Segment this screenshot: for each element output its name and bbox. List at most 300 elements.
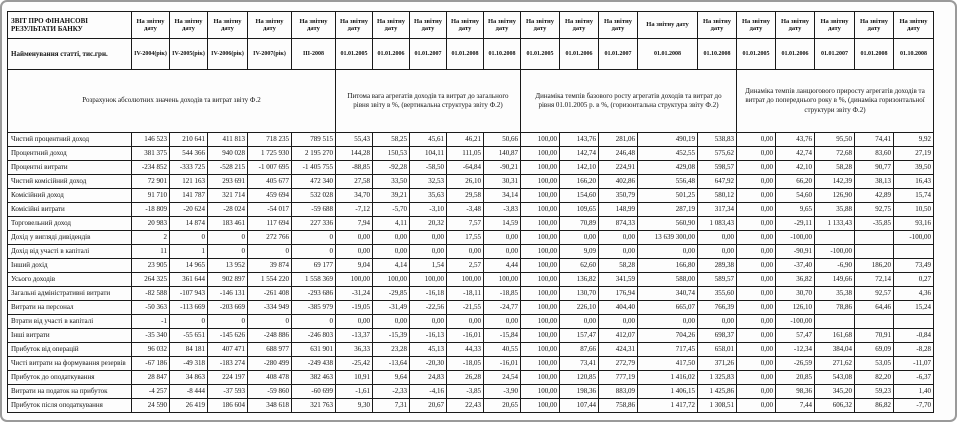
period-header: 01.10.2008 [698, 39, 737, 70]
value-cell: -37 593 [208, 385, 248, 399]
value-cell: 1 425,86 [698, 385, 737, 399]
value-cell: 42,74 [776, 147, 815, 161]
date-header: На звітну дату [737, 12, 776, 39]
value-cell: 0,00 [484, 245, 521, 259]
value-cell: 39,50 [894, 161, 934, 175]
value-cell: 224 197 [208, 371, 248, 385]
value-cell: 144,28 [336, 147, 373, 161]
value-cell: -54 017 [248, 203, 292, 217]
date-header: На звітну дату [132, 12, 170, 39]
table-row [8, 189, 934, 203]
value-cell: 0,00 [737, 203, 776, 217]
value-cell: 20 983 [132, 217, 170, 231]
table-row [8, 315, 934, 329]
value-cell: -67 186 [132, 357, 170, 371]
value-cell: -90,91 [776, 245, 815, 259]
date-header: На звітну дату [484, 12, 521, 39]
value-cell: 1,40 [894, 385, 934, 399]
row-label: Дохід від участі в капіталі [8, 245, 132, 259]
value-cell: 1 406,15 [638, 385, 698, 399]
value-cell: -58,50 [410, 161, 447, 175]
value-cell: 598,57 [698, 161, 737, 175]
value-cell: -3,85 [447, 385, 484, 399]
value-cell: 459 694 [248, 189, 292, 203]
value-cell: 34 863 [170, 371, 208, 385]
value-cell: 148,99 [599, 203, 638, 217]
row-label: Втрати від участі в капіталі [8, 315, 132, 329]
value-cell: 4,11 [373, 217, 410, 231]
period-header: IV-2005(рік) [170, 39, 208, 70]
value-cell: 317,34 [698, 203, 737, 217]
value-cell: 4,14 [373, 259, 410, 273]
value-cell: -16,18 [410, 287, 447, 301]
value-cell: 0,00 [336, 315, 373, 329]
value-cell: 100,00 [521, 371, 560, 385]
value-cell: -7,12 [336, 203, 373, 217]
value-cell: 100,00 [521, 245, 560, 259]
value-cell: 17,55 [447, 231, 484, 245]
value-cell: 126,90 [815, 189, 855, 203]
value-cell: 100,00 [521, 133, 560, 147]
value-cell [894, 315, 934, 329]
value-cell: 30,70 [776, 287, 815, 301]
value-cell: 24,83 [410, 371, 447, 385]
value-cell: 501,25 [638, 189, 698, 203]
value-cell: 402,86 [599, 175, 638, 189]
value-cell: 0,00 [410, 231, 447, 245]
value-cell: 0,00 [599, 245, 638, 259]
value-cell: -59 688 [292, 203, 336, 217]
row-label: Інший дохід [8, 259, 132, 273]
group-header-row [8, 70, 934, 133]
table-row [8, 273, 934, 287]
value-cell: 10,91 [336, 371, 373, 385]
value-cell: 293 691 [208, 175, 248, 189]
value-cell: -82 588 [132, 287, 170, 301]
value-cell: -31,24 [336, 287, 373, 301]
value-cell: 883,09 [599, 385, 638, 399]
date-header: На звітну дату [447, 12, 484, 39]
value-cell: 100,00 [521, 175, 560, 189]
value-cell: -334 949 [248, 301, 292, 315]
value-cell: -24,77 [484, 301, 521, 315]
value-cell: 0,00 [373, 231, 410, 245]
table-row [8, 357, 934, 371]
value-cell: -203 669 [208, 301, 248, 315]
value-cell: -280 499 [248, 357, 292, 371]
value-cell: -25,42 [336, 357, 373, 371]
group-header: Динаміка темпів ланцюгового приросту агрегатів доходів та витрат до попереднього року в %, (динаміка горизонтальної структури звіту Ф.2) [737, 70, 934, 133]
value-cell: 40,55 [484, 343, 521, 357]
value-cell: 287,19 [638, 203, 698, 217]
value-cell: 1 554 220 [248, 273, 292, 287]
group-header: Питома вага агрегатів доходів та витрат до загального рівня звіту в %, (вертикальна структура звіту Ф.2) [336, 70, 521, 133]
value-cell: 0,00 [737, 133, 776, 147]
value-cell: 355,60 [698, 287, 737, 301]
name-column-header: Найменування статті, тис.грн. [8, 39, 132, 70]
period-header-row [8, 39, 934, 70]
value-cell: -1,61 [336, 385, 373, 399]
row-label: Витрати на персонал [8, 301, 132, 315]
period-header: 01.01.2007 [599, 39, 638, 70]
value-cell: 0,00 [410, 315, 447, 329]
row-label: Прибуток від операцій [8, 343, 132, 357]
value-cell: -18 809 [132, 203, 170, 217]
date-header: На звітну дату [248, 12, 292, 39]
date-header: На звітну дату [336, 12, 373, 39]
value-cell: 109,65 [560, 203, 599, 217]
table-row [8, 203, 934, 217]
value-cell: 45,13 [410, 343, 447, 357]
value-cell: 26,28 [447, 371, 484, 385]
value-cell: 39 874 [248, 259, 292, 273]
table-row [8, 161, 934, 175]
value-cell: 13 952 [208, 259, 248, 273]
date-header: На звітну дату [776, 12, 815, 39]
value-cell: 100,00 [521, 385, 560, 399]
value-cell: 227 336 [292, 217, 336, 231]
date-header: На звітну дату [855, 12, 894, 39]
value-cell: 157,47 [560, 329, 599, 343]
value-cell: 0,00 [737, 259, 776, 273]
value-cell: 0,00 [737, 385, 776, 399]
value-cell: -1 007 695 [248, 161, 292, 175]
value-cell: 452,55 [638, 147, 698, 161]
value-cell: 408 478 [248, 371, 292, 385]
period-header: 01.01.2005 [737, 39, 776, 70]
period-header: IV-2006(рік) [208, 39, 248, 70]
value-cell: 1 558 369 [292, 273, 336, 287]
value-cell: 0,00 [484, 231, 521, 245]
value-cell: -6,37 [894, 371, 934, 385]
value-cell: 73,49 [894, 259, 934, 273]
value-cell: -1 [132, 315, 170, 329]
value-cell: 100,00 [484, 273, 521, 287]
value-cell: 72,68 [815, 147, 855, 161]
value-cell: 34,14 [484, 189, 521, 203]
value-cell: 0,00 [638, 245, 698, 259]
value-cell: 70,89 [560, 217, 599, 231]
value-cell: 226,10 [560, 301, 599, 315]
value-cell: 405 677 [248, 175, 292, 189]
value-cell: 183 461 [208, 217, 248, 231]
value-cell: 0,00 [737, 245, 776, 259]
value-cell: 0,00 [336, 231, 373, 245]
value-cell: -18,11 [447, 287, 484, 301]
value-cell: 100,00 [447, 273, 484, 287]
value-cell: 86,82 [855, 399, 894, 413]
value-cell: 717,45 [638, 343, 698, 357]
row-label: Комісійні витрати [8, 203, 132, 217]
value-cell: 0,00 [698, 231, 737, 245]
value-cell: 0 [170, 231, 208, 245]
value-cell: 341,59 [599, 273, 638, 287]
value-cell: 789 515 [292, 133, 336, 147]
value-cell: 35,63 [410, 189, 447, 203]
date-header: На звітну дату [208, 12, 248, 39]
value-cell: -50 363 [132, 301, 170, 315]
table-row [8, 371, 934, 385]
value-cell: 100,00 [373, 273, 410, 287]
row-label: Комісійний доход [8, 189, 132, 203]
value-cell: 0 [170, 315, 208, 329]
value-cell: 84 181 [170, 343, 208, 357]
value-cell: -1 405 755 [292, 161, 336, 175]
value-cell: 0,00 [336, 245, 373, 259]
value-cell: 20,32 [410, 217, 447, 231]
table-row [8, 217, 934, 231]
value-cell: 0,00 [698, 245, 737, 259]
value-cell: 0,00 [737, 147, 776, 161]
value-cell: 121 163 [170, 175, 208, 189]
value-cell: 117 694 [248, 217, 292, 231]
value-cell: 14,59 [484, 217, 521, 231]
value-cell: 100,00 [521, 217, 560, 231]
value-cell: 111,05 [447, 147, 484, 161]
value-cell: 26 419 [170, 399, 208, 413]
value-cell: 100,00 [521, 189, 560, 203]
value-cell: 665,07 [638, 301, 698, 315]
date-header-row [8, 12, 934, 39]
value-cell: 100,00 [521, 329, 560, 343]
value-cell: -15,84 [484, 329, 521, 343]
value-cell: 186,20 [855, 259, 894, 273]
value-cell: 22,43 [447, 399, 484, 413]
value-cell: 46,21 [447, 133, 484, 147]
value-cell: -113 669 [170, 301, 208, 315]
value-cell: -3,83 [484, 203, 521, 217]
value-cell: 100,00 [521, 301, 560, 315]
value-cell: 83,60 [855, 147, 894, 161]
row-label: Загальні адміністративні витрати [8, 287, 132, 301]
value-cell [815, 315, 855, 329]
value-cell: 44,33 [447, 343, 484, 357]
value-cell: -92,28 [373, 161, 410, 175]
value-cell: 490,19 [638, 133, 698, 147]
value-cell: -8,28 [894, 343, 934, 357]
value-cell: 1 133,43 [815, 217, 855, 231]
value-cell: -64,84 [447, 161, 484, 175]
value-cell: -100,00 [776, 231, 815, 245]
value-cell: 39,21 [373, 189, 410, 203]
value-cell: 57,47 [776, 329, 815, 343]
value-cell: -100,00 [815, 245, 855, 259]
value-cell: -21,55 [447, 301, 484, 315]
row-label: Усього доходів [8, 273, 132, 287]
value-cell: 1 725 930 [248, 147, 292, 161]
value-cell: 58,28 [815, 161, 855, 175]
row-label: Витрати на податок на прибуток [8, 385, 132, 399]
value-cell: 64,46 [855, 301, 894, 315]
value-cell: 23,28 [373, 343, 410, 357]
value-cell: 149,66 [815, 273, 855, 287]
value-cell: 2 [132, 231, 170, 245]
value-cell: 0,00 [599, 231, 638, 245]
value-cell: 45,61 [410, 133, 447, 147]
value-cell: -88,85 [336, 161, 373, 175]
value-cell: 0,00 [373, 245, 410, 259]
value-cell: 33,50 [373, 175, 410, 189]
value-cell: 411 813 [208, 133, 248, 147]
value-cell: 0,00 [737, 217, 776, 231]
value-cell: 35,88 [815, 203, 855, 217]
value-cell: -2,33 [373, 385, 410, 399]
value-cell: -16,13 [410, 329, 447, 343]
value-cell: 631 901 [292, 343, 336, 357]
value-cell: 1,54 [410, 259, 447, 273]
value-cell: 940 028 [208, 147, 248, 161]
row-label: Чистий комісійний доход [8, 175, 132, 189]
value-cell: -293 686 [292, 287, 336, 301]
value-cell: 289,38 [698, 259, 737, 273]
value-cell: 91 710 [132, 189, 170, 203]
value-cell: -145 626 [208, 329, 248, 343]
value-cell: 348 618 [248, 399, 292, 413]
value-cell: 100,00 [521, 287, 560, 301]
value-cell: 361 644 [170, 273, 208, 287]
value-cell: 0 [248, 315, 292, 329]
value-cell: 2 195 270 [292, 147, 336, 161]
value-cell: -4,16 [410, 385, 447, 399]
value-cell: 62,60 [560, 259, 599, 273]
value-cell: 140,87 [484, 147, 521, 161]
value-cell: 36,33 [336, 343, 373, 357]
value-cell: -15,39 [373, 329, 410, 343]
row-label: Прибуток до оподаткування [8, 371, 132, 385]
value-cell: 0,00 [599, 315, 638, 329]
value-cell: 606,32 [815, 399, 855, 413]
value-cell: 100,00 [521, 259, 560, 273]
value-cell: 0 [208, 231, 248, 245]
value-cell: -16,01 [447, 329, 484, 343]
value-cell: 55,43 [336, 133, 373, 147]
value-cell: 10,50 [894, 203, 934, 217]
value-cell: 92,75 [855, 203, 894, 217]
value-cell: 2,57 [447, 259, 484, 273]
value-cell: 1 083,43 [698, 217, 737, 231]
value-cell: -3,90 [484, 385, 521, 399]
value-cell: 15,74 [894, 189, 934, 203]
value-cell: 1 [170, 245, 208, 259]
value-cell: 0,00 [638, 315, 698, 329]
table-row [8, 259, 934, 273]
period-header: 01.01.2005 [521, 39, 560, 70]
value-cell: 580,12 [698, 189, 737, 203]
value-cell: -26,59 [776, 357, 815, 371]
value-cell: 186 604 [208, 399, 248, 413]
value-cell [855, 245, 894, 259]
value-cell: 0,00 [737, 399, 776, 413]
value-cell: 14 965 [170, 259, 208, 273]
value-cell: 0,00 [737, 301, 776, 315]
date-header: На звітну дату [599, 12, 638, 39]
group-header: Динаміка темпів базового росту агрегатів доходів та витрат до рівня 01.01.2005 р. в %, (горизонтальна структура звіту Ф.2) [521, 70, 737, 133]
row-label: Інші витрати [8, 329, 132, 343]
value-cell: 50,66 [484, 133, 521, 147]
value-cell: 382 463 [292, 371, 336, 385]
value-cell: 7,94 [336, 217, 373, 231]
period-header: 01.01.2006 [560, 39, 599, 70]
row-label: Торговельний доход [8, 217, 132, 231]
value-cell: 758,86 [599, 399, 638, 413]
value-cell: -19,05 [336, 301, 373, 315]
value-cell: 264 325 [132, 273, 170, 287]
value-cell: 281,06 [599, 133, 638, 147]
value-cell: -35,85 [855, 217, 894, 231]
value-cell: 1 416,02 [638, 371, 698, 385]
value-cell: 0,00 [737, 371, 776, 385]
period-header: III-2008 [292, 39, 336, 70]
value-cell: 0 [248, 245, 292, 259]
group-header: Розрахунок абсолютних значень доходів та витрат звіту Ф.2 [8, 70, 336, 133]
value-cell: 72 901 [132, 175, 170, 189]
value-cell: 340,74 [638, 287, 698, 301]
value-cell: 0,00 [560, 231, 599, 245]
value-cell: -22,56 [410, 301, 447, 315]
value-cell: -28 024 [208, 203, 248, 217]
date-header: На звітну дату [292, 12, 336, 39]
value-cell: 34,70 [336, 189, 373, 203]
row-label: Прибуток після оподаткування [8, 399, 132, 413]
value-cell: 24,54 [484, 371, 521, 385]
value-cell: 30,31 [484, 175, 521, 189]
value-cell: 321 763 [292, 399, 336, 413]
value-cell: -8 444 [170, 385, 208, 399]
value-cell: -183 274 [208, 357, 248, 371]
value-cell: 82,20 [855, 371, 894, 385]
value-cell: -11,07 [894, 357, 934, 371]
value-cell: 0 [208, 245, 248, 259]
value-cell: 42,89 [855, 189, 894, 203]
value-cell: 16,43 [894, 175, 934, 189]
value-cell: 543,08 [815, 371, 855, 385]
value-cell: 371,26 [698, 357, 737, 371]
value-cell: 23 905 [132, 259, 170, 273]
date-header: На звітну дату [698, 12, 737, 39]
value-cell: -35 340 [132, 329, 170, 343]
value-cell: 100,00 [521, 231, 560, 245]
value-cell: -100,00 [894, 231, 934, 245]
table-row [8, 343, 934, 357]
value-cell: 130,70 [560, 287, 599, 301]
value-cell: 0,00 [737, 273, 776, 287]
value-cell: 9,09 [560, 245, 599, 259]
value-cell [855, 315, 894, 329]
value-cell: 0,27 [894, 273, 934, 287]
value-cell: 42,10 [776, 161, 815, 175]
value-cell: 107,44 [560, 399, 599, 413]
date-header: На звітну дату [373, 12, 410, 39]
table-row [8, 329, 934, 343]
value-cell: 9,92 [894, 133, 934, 147]
value-cell: 126,10 [776, 301, 815, 315]
value-cell: 0,00 [698, 315, 737, 329]
value-cell: 321 714 [208, 189, 248, 203]
value-cell: 120,85 [560, 371, 599, 385]
value-cell: 412,07 [599, 329, 638, 343]
value-cell: -3,10 [410, 203, 447, 217]
value-cell: -246 803 [292, 329, 336, 343]
value-cell: -13,64 [373, 357, 410, 371]
value-cell: -100,00 [776, 315, 815, 329]
value-cell: 210 641 [170, 133, 208, 147]
value-cell [815, 231, 855, 245]
value-cell: 9,65 [776, 203, 815, 217]
value-cell: -146 131 [208, 287, 248, 301]
report-title: ЗВІТ ПРО ФІНАНСОВІ РЕЗУЛЬТАТИ БАНКУ [8, 12, 132, 39]
value-cell: -59 860 [248, 385, 292, 399]
value-cell: -3,48 [447, 203, 484, 217]
